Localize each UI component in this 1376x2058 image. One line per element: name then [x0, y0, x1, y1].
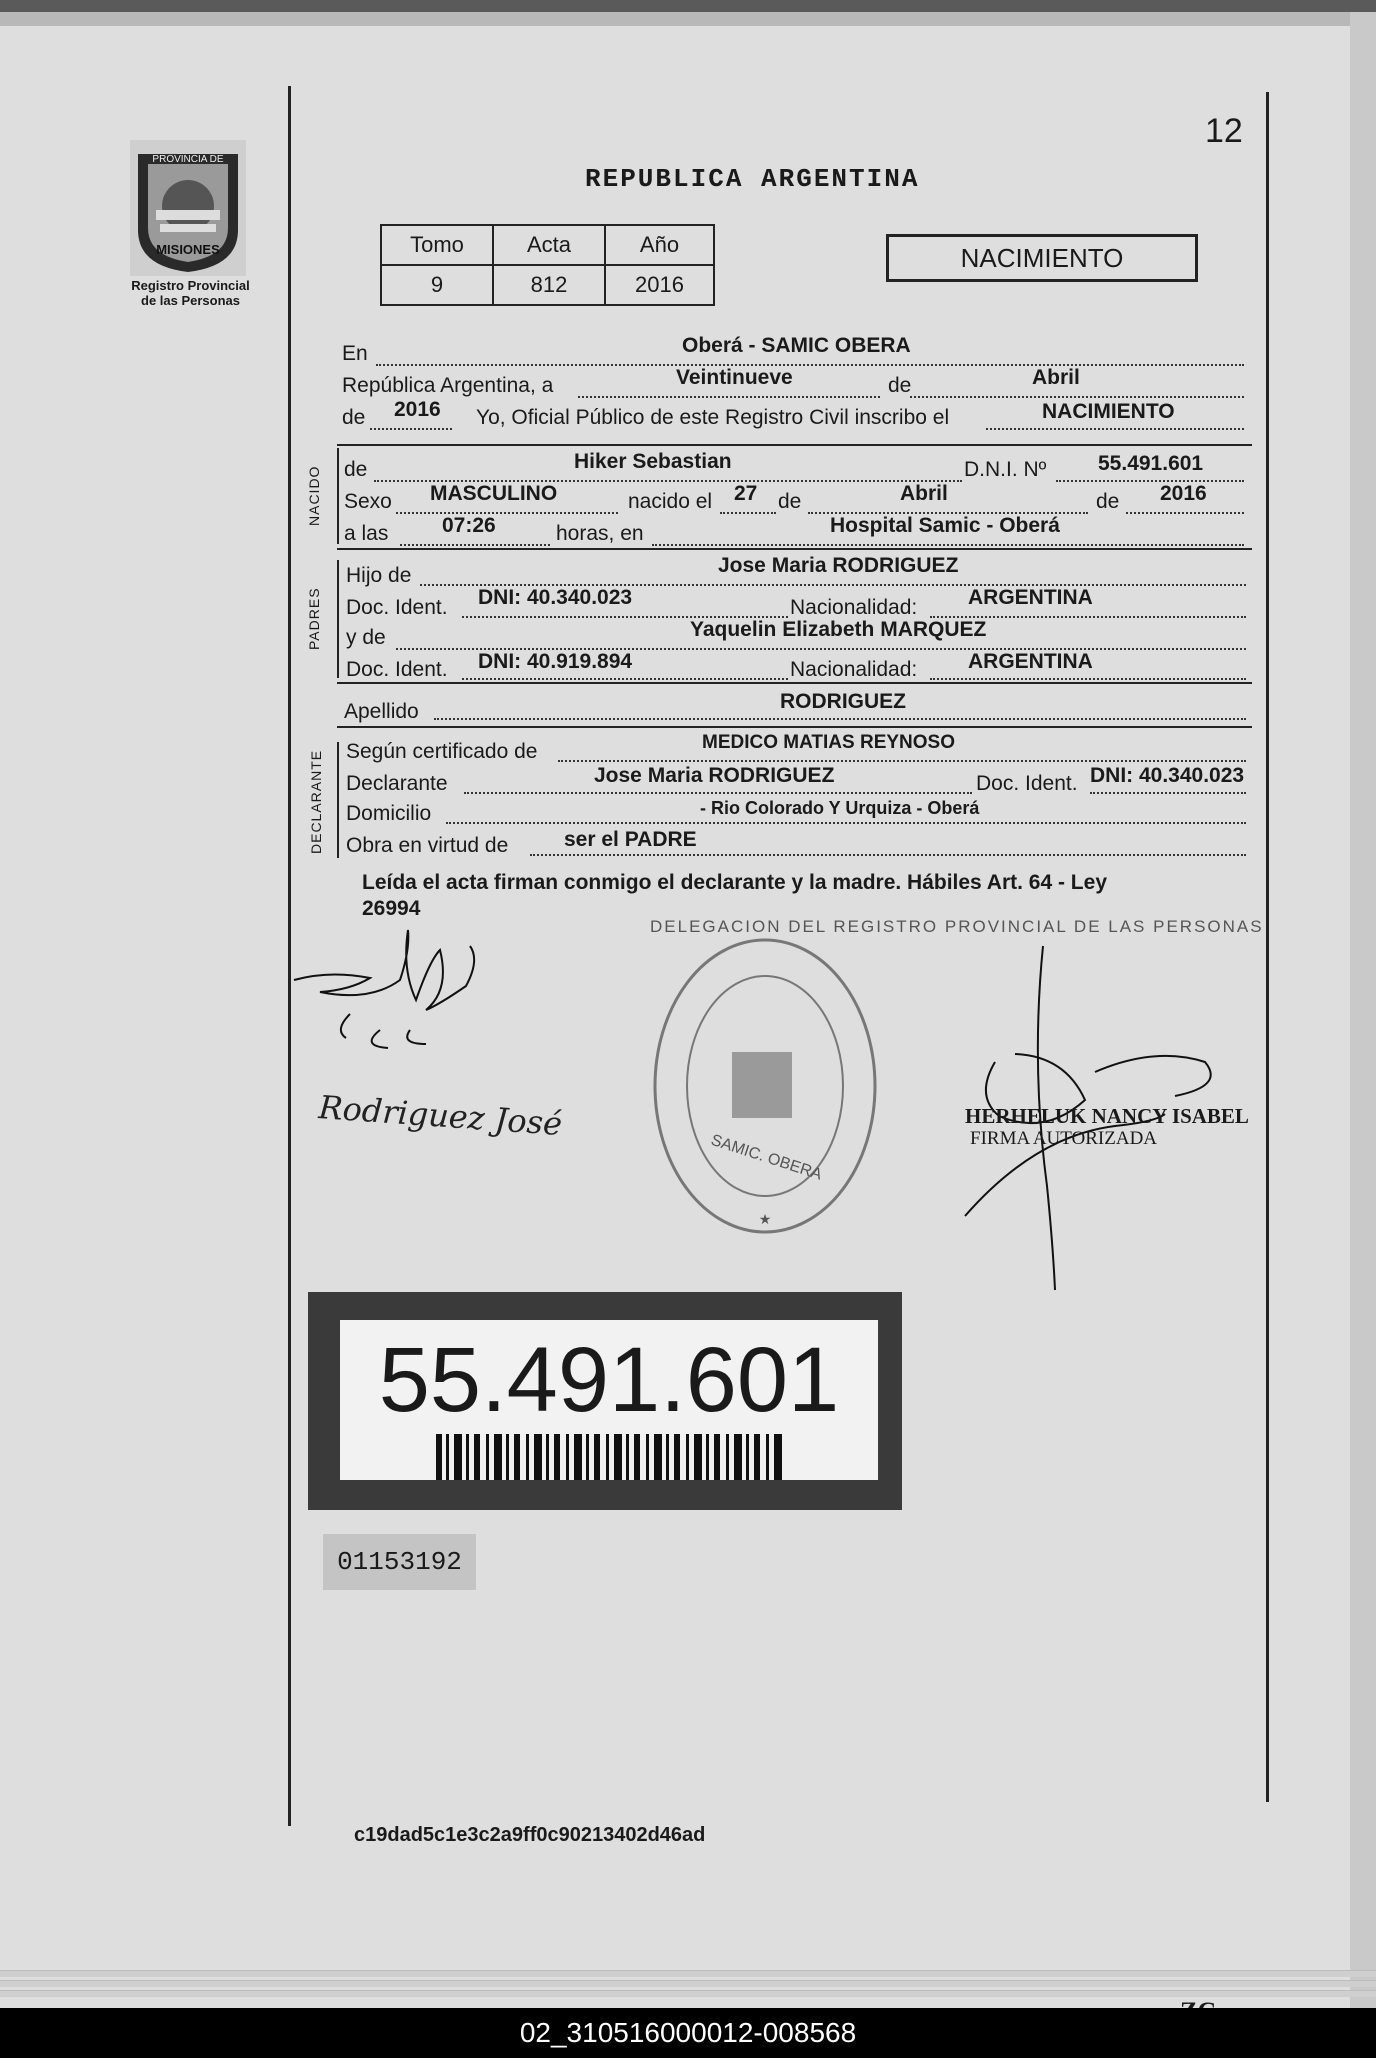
label-de3: de	[1096, 490, 1120, 513]
divider-1	[337, 444, 1252, 446]
label-nacionalidad-1: Nacionalidad:	[790, 596, 918, 619]
label-doc-ident-1: Doc. Ident.	[346, 596, 448, 619]
barcode-label	[308, 1292, 902, 1510]
label-de-name: de	[344, 458, 368, 481]
declarant-signature	[290, 920, 490, 1060]
label-y-de: y de	[346, 626, 386, 649]
value-place: Oberá - SAMIC OBERA	[682, 334, 911, 357]
logo-caption-line-2: de las Personas	[141, 293, 240, 308]
value-sex: MASCULINO	[430, 482, 558, 505]
value-birth-place: Hospital Samic - Oberá	[830, 514, 1060, 537]
logo-caption-line-1: Registro Provincial	[131, 278, 250, 293]
label-nacido-el: nacido el	[628, 490, 713, 513]
value-tomo: 9	[381, 265, 493, 305]
label-de-month: de	[888, 374, 912, 397]
book-table-header-row	[381, 225, 714, 265]
dots-birth-place	[652, 544, 1244, 546]
label-en: En	[342, 342, 368, 365]
section-nacido: NACIDO	[306, 465, 322, 526]
label-obra: Obra en virtud de	[346, 834, 509, 857]
dots-mother-nat	[930, 678, 1246, 680]
barcode-icon	[436, 1434, 786, 1480]
value-act: NACIMIENTO	[1042, 400, 1175, 423]
value-birth-time: 07:26	[442, 514, 496, 537]
value-by-virtue: ser el PADRE	[564, 828, 697, 851]
value-name: Hiker Sebastian	[574, 450, 732, 473]
label-apellido: Apellido	[344, 700, 419, 723]
label-horas-en: horas, en	[556, 522, 644, 545]
nacido-bracket	[337, 448, 339, 544]
label-de2: de	[778, 490, 802, 513]
label-doc-ident-3: Doc. Ident.	[976, 772, 1078, 795]
dots-month	[910, 396, 1244, 398]
document-type-box: NACIMIENTO	[886, 234, 1198, 282]
value-father-nat: ARGENTINA	[968, 586, 1093, 609]
divider-3	[337, 682, 1252, 684]
label-nacionalidad-2: Nacionalidad:	[790, 658, 918, 681]
label-domicilio: Domicilio	[346, 802, 432, 825]
page-stack-edge-1	[0, 1970, 1376, 1977]
label-segun: Según certificado de	[346, 740, 538, 763]
value-father-doc: DNI: 40.340.023	[478, 586, 633, 609]
page-stack-edge-2	[0, 1980, 1376, 1987]
value-anio: 2016	[605, 265, 714, 305]
document-title: REPUBLICA ARGENTINA	[585, 164, 920, 194]
label-sexo: Sexo	[344, 490, 392, 513]
section-padres: PADRES	[306, 587, 322, 650]
declarante-bracket	[337, 742, 339, 858]
label-de-year: de	[342, 406, 366, 429]
divider-4	[337, 726, 1252, 728]
value-mother: Yaquelin Elizabeth MARQUEZ	[690, 618, 987, 641]
document-hash: c19dad5c1e3c2a9ff0c90213402d46ad	[354, 1824, 706, 1846]
value-birth-day: 27	[734, 482, 758, 505]
page-number: 12	[1205, 112, 1243, 150]
logo-ring-bottom: MISIONES	[156, 242, 220, 257]
value-certificate: MEDICO MATIAS REYNOSO	[702, 732, 955, 753]
page-top-shadow	[0, 12, 1376, 26]
value-birth-year: 2016	[1160, 482, 1207, 505]
dots-dni	[1056, 480, 1244, 482]
label-dni: D.N.I. Nº	[964, 458, 1047, 481]
barcode-number: 55.491.601	[378, 1329, 840, 1431]
value-mother-nat: ARGENTINA	[968, 650, 1093, 673]
province-seal-icon	[130, 140, 246, 276]
dots-birth-day	[720, 512, 776, 514]
serial-number: 01153192	[323, 1534, 476, 1590]
closing-note	[362, 870, 1232, 922]
officer-title: FIRMA AUTORIZADA	[970, 1128, 1158, 1149]
label-a-las: a las	[344, 522, 389, 545]
right-margin-line	[1266, 92, 1269, 1802]
book-record-table	[380, 224, 715, 306]
value-month: Abril	[1032, 366, 1080, 389]
document-page	[0, 12, 1376, 2008]
dots-act	[986, 428, 1244, 430]
dots-declarant-doc	[1090, 792, 1246, 794]
value-acta: 812	[493, 265, 605, 305]
value-day-words: Veintinueve	[676, 366, 793, 389]
filename-footer: 02_310516000012-008568	[0, 2008, 1376, 2058]
dots-by-virtue	[530, 854, 1246, 856]
dots-time	[400, 544, 550, 546]
dots-surname	[434, 718, 1246, 720]
dots-certificate	[558, 760, 1246, 762]
label-hijo-de: Hijo de	[346, 564, 412, 587]
dots-mother-doc	[462, 678, 788, 680]
dots-en	[376, 364, 1244, 366]
value-declarant: Jose Maria RODRIGUEZ	[594, 764, 835, 787]
book-table-value-row	[381, 265, 714, 305]
header-tomo: Tomo	[381, 225, 493, 265]
value-declarant-doc: DNI: 40.340.023	[1090, 764, 1245, 787]
divider-2	[337, 548, 1252, 550]
handwritten-name-text: Rodriguez José	[317, 1088, 564, 1143]
header-acta: Acta	[493, 225, 605, 265]
dots-address	[446, 822, 1246, 824]
dots-year	[370, 428, 452, 430]
label-yo: Yo, Oficial Público de este Registro Civil inscribo el	[476, 406, 950, 429]
value-birth-month: Abril	[900, 482, 948, 505]
padres-bracket	[337, 560, 339, 678]
handwritten-name	[318, 1062, 618, 1142]
value-mother-doc: DNI: 40.919.894	[478, 650, 633, 673]
dots-day	[578, 396, 880, 398]
value-year: 2016	[394, 398, 441, 421]
page-right-edge	[1350, 12, 1376, 2022]
page-stack-edge-3	[0, 1990, 1376, 1997]
logo-ring-top: PROVINCIA DE	[152, 154, 224, 165]
value-father: Jose Maria RODRIGUEZ	[718, 554, 959, 577]
closing-note-line-2: 26994	[362, 897, 421, 920]
dots-birth-year	[1126, 512, 1244, 514]
closing-note-line-1: Leída el acta firman conmigo el declarante y la madre. Hábiles Art. 64 - Ley	[362, 871, 1107, 894]
dots-sex	[396, 512, 618, 514]
dots-declarant	[464, 792, 972, 794]
officer-name: HERHELUK NANCY ISABEL	[965, 1104, 1249, 1128]
value-address: - Rio Colorado Y Urquiza - Oberá	[700, 798, 980, 818]
logo-caption	[118, 278, 263, 308]
svg-text:★: ★	[758, 1212, 772, 1228]
barcode-inner	[340, 1320, 878, 1480]
header-anio: Año	[605, 225, 714, 265]
section-declarante: DECLARANTE	[308, 749, 324, 854]
stamp-center-text: SAMIC. OBERA	[708, 1131, 824, 1184]
label-declarante: Declarante	[346, 772, 448, 795]
value-dni: 55.491.601	[1098, 452, 1204, 475]
label-republica: República Argentina, a	[342, 374, 554, 397]
stamp-ring-text: DELEGACION DEL REGISTRO PROVINCIAL DE LAS PERSONAS	[650, 917, 1264, 936]
label-doc-ident-2: Doc. Ident.	[346, 658, 448, 681]
value-surname: RODRIGUEZ	[780, 690, 906, 713]
